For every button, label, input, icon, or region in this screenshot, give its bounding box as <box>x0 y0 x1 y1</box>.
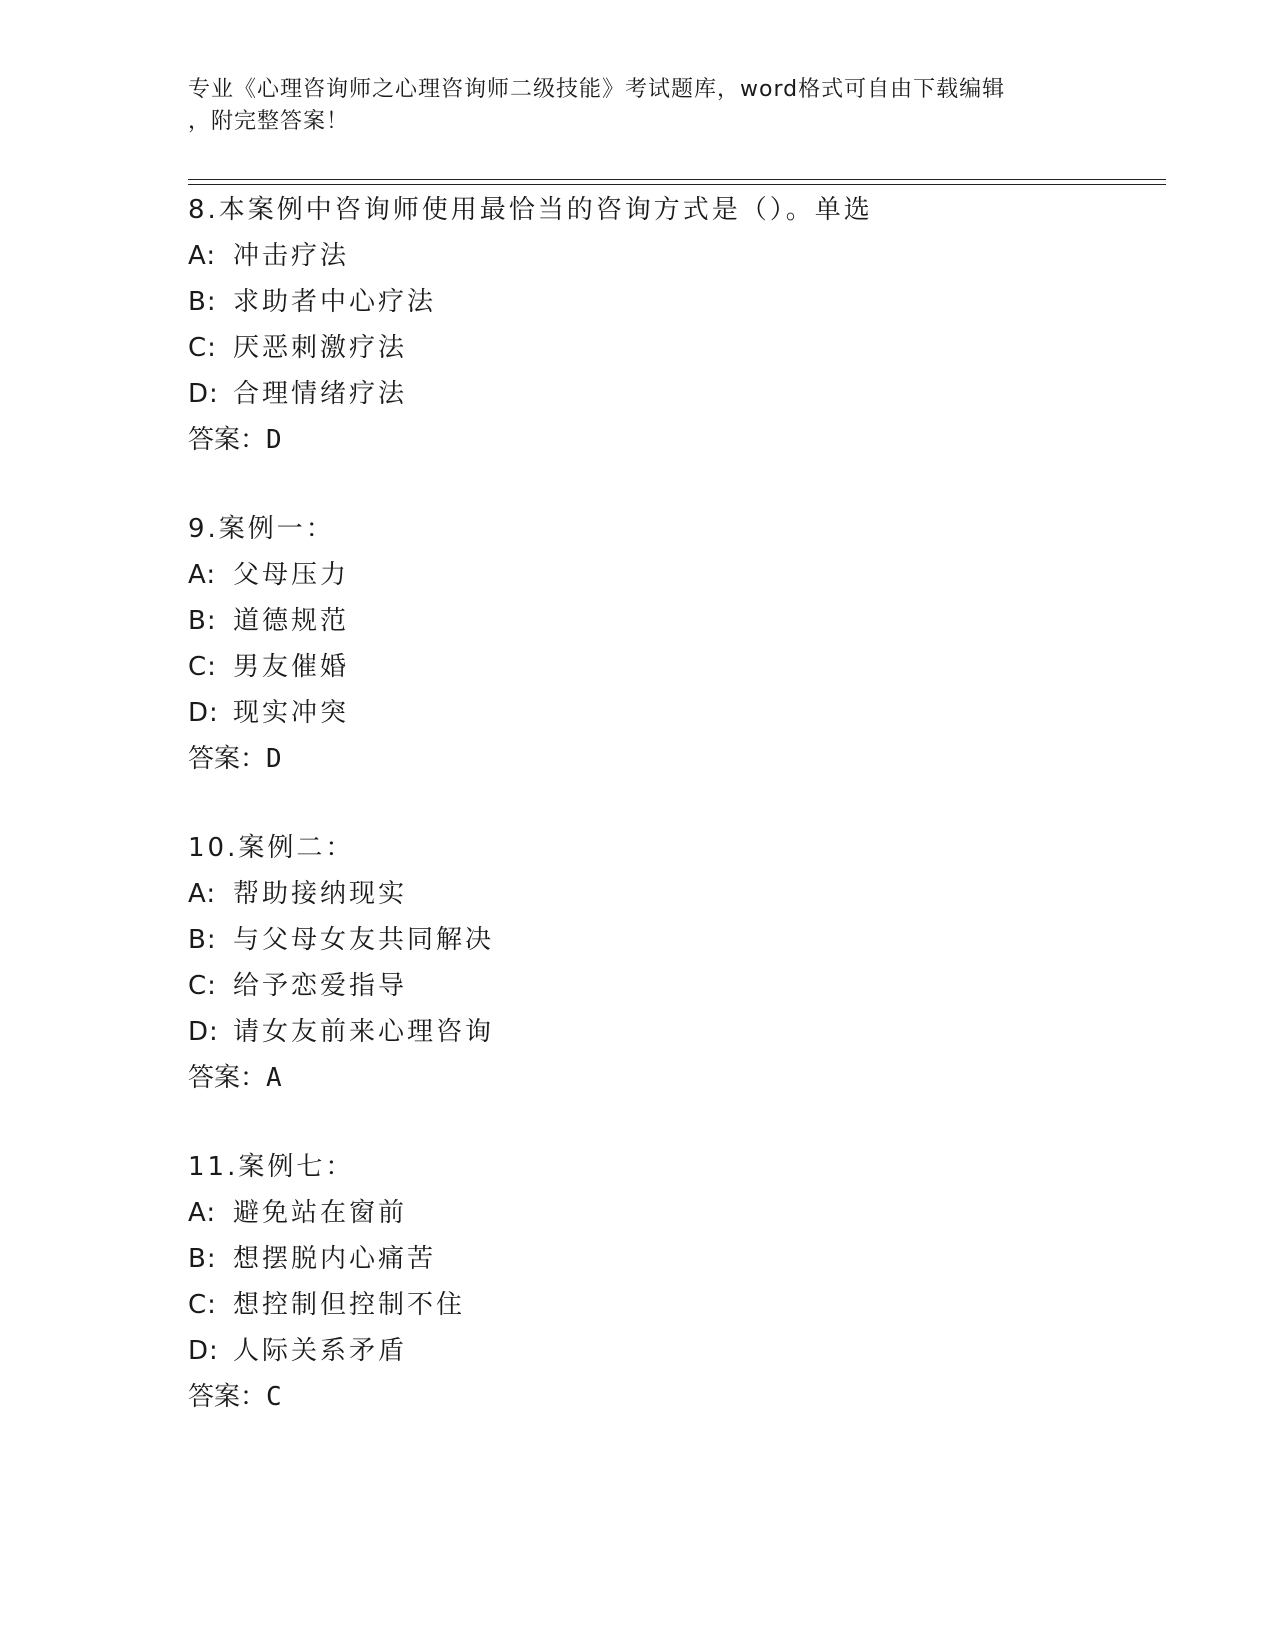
option-c <box>188 1282 1168 1328</box>
option-text: 帮助接纳现实 <box>233 879 408 909</box>
answer-label: 答案： <box>188 1382 267 1412</box>
answer-line <box>188 1055 1168 1101</box>
option-text: 父母压力 <box>233 560 350 590</box>
question-title: 11.案例七： <box>188 1152 355 1182</box>
answer-value: C <box>266 1382 282 1412</box>
option-c <box>188 325 1168 371</box>
option-b <box>188 279 1168 325</box>
header-line-2: ，附完整答案！ <box>188 109 350 134</box>
option-text: 人际关系矛盾 <box>233 1336 408 1366</box>
answer-label: 答案： <box>188 1063 267 1093</box>
option-a <box>188 552 1168 598</box>
answer-line <box>188 1374 1168 1420</box>
question-10 <box>188 825 1168 1101</box>
option-text: 厌恶刺激疗法 <box>233 333 408 363</box>
option-text: 想摆脱内心痛苦 <box>233 1244 437 1274</box>
question-title: 9.案例一： <box>188 514 335 544</box>
option-letter: C: <box>188 333 217 363</box>
option-text: 避免站在窗前 <box>233 1198 408 1228</box>
option-d <box>188 371 1168 417</box>
option-letter: C: <box>188 652 217 682</box>
answer-line <box>188 736 1168 782</box>
option-c <box>188 644 1168 690</box>
option-letter: D: <box>188 698 219 728</box>
option-text: 现实冲突 <box>233 698 350 728</box>
option-letter: D: <box>188 379 219 409</box>
option-letter: C: <box>188 971 217 1001</box>
option-b <box>188 917 1168 963</box>
header-divider-bottom <box>188 184 1166 185</box>
option-letter: B: <box>188 925 217 955</box>
option-c <box>188 963 1168 1009</box>
header-divider-top <box>188 179 1166 180</box>
option-b <box>188 1236 1168 1282</box>
question-list <box>188 187 1168 1463</box>
option-a <box>188 1190 1168 1236</box>
document-header <box>188 74 1088 138</box>
option-d <box>188 1009 1168 1055</box>
option-text: 求助者中心疗法 <box>233 287 437 317</box>
question-8 <box>188 187 1168 463</box>
option-letter: D: <box>188 1017 219 1047</box>
option-letter: C: <box>188 1290 217 1320</box>
option-text: 与父母女友共同解决 <box>233 925 495 955</box>
option-letter: D: <box>188 1336 219 1366</box>
option-letter: B: <box>188 1244 217 1274</box>
answer-label: 答案： <box>188 425 267 455</box>
option-text: 请女友前来心理咨询 <box>233 1017 495 1047</box>
option-letter: A: <box>188 560 217 590</box>
option-text: 道德规范 <box>233 606 350 636</box>
option-text: 男友催婚 <box>233 652 350 682</box>
option-letter: B: <box>188 606 217 636</box>
option-letter: A: <box>188 241 217 271</box>
option-letter: A: <box>188 879 217 909</box>
option-a <box>188 233 1168 279</box>
option-text: 合理情绪疗法 <box>233 379 408 409</box>
option-d <box>188 1328 1168 1374</box>
option-text: 冲击疗法 <box>233 241 350 271</box>
option-letter: A: <box>188 1198 217 1228</box>
option-b <box>188 598 1168 644</box>
question-title: 10.案例二： <box>188 833 355 863</box>
answer-line <box>188 417 1168 463</box>
option-d <box>188 690 1168 736</box>
option-letter: B: <box>188 287 217 317</box>
question-title: 8.本案例中咨询师使用最恰当的咨询方式是（）。单选 <box>188 195 873 225</box>
question-11 <box>188 1144 1168 1420</box>
option-text: 想控制但控制不住 <box>233 1290 466 1320</box>
answer-value: D <box>266 744 282 774</box>
answer-value: A <box>266 1063 282 1093</box>
answer-value: D <box>266 425 282 455</box>
option-text: 给予恋爱指导 <box>233 971 408 1001</box>
option-a <box>188 871 1168 917</box>
question-9 <box>188 506 1168 782</box>
answer-label: 答案： <box>188 744 267 774</box>
header-line-1: 专业《心理咨询师之心理咨询师二级技能》考试题库，word格式可自由下载编辑 <box>188 77 1006 102</box>
